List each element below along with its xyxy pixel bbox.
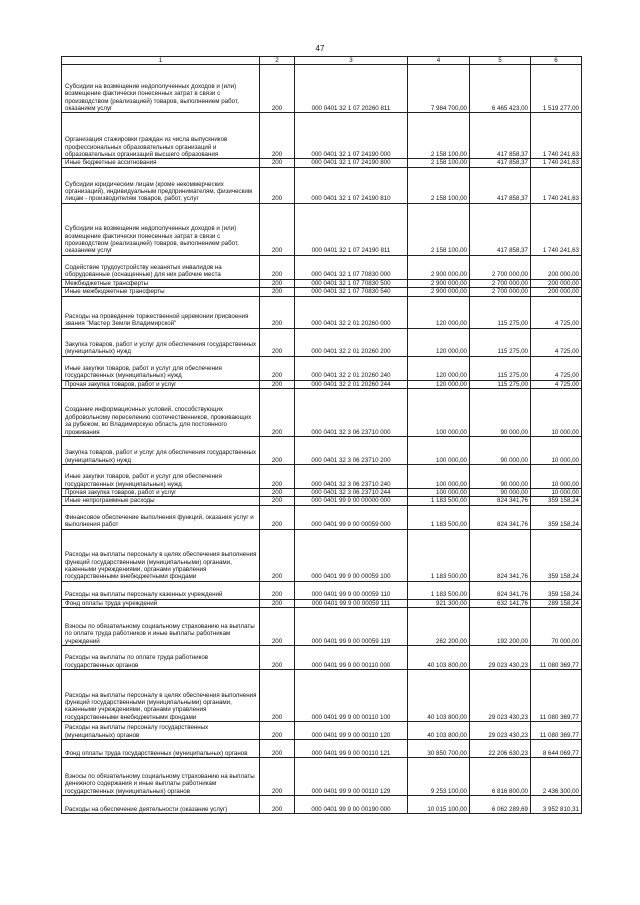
row-code-cell: 200 [260,65,295,113]
expense-name-cell: Расходы на выплаты по оплате труда работников государственных органов [62,646,260,670]
table-row [62,505,582,529]
approved-amount-cell: 1 183 500,00 [408,581,470,599]
row-code-cell: 200 [260,437,295,465]
table-row [62,608,582,646]
expense-name-cell: Закупка товаров, работ и услуг для обеспечения государственных (муниципальных) нужд [62,437,260,465]
expense-name-cell: Расходы на проведение торжественной церемонии присвоения звания "Мастер Земли Владимирской" [62,296,260,328]
approved-amount-cell: 40 103 800,00 [408,670,470,722]
column-1-header: 1 [62,57,260,65]
table-row [62,489,582,497]
table-row [62,796,582,814]
row-code-cell: 200 [260,328,295,356]
expense-name-cell: Расходы на выплаты персоналу казенных учреждений [62,581,260,599]
executed-amount-cell: 6 816 800,00 [470,758,531,796]
row-code-cell: 200 [260,646,295,670]
row-code-cell: 200 [260,255,295,279]
budget-classification-code-cell: 000 0401 32 3 06 23710 200 [295,437,408,465]
row-code-cell: 200 [260,581,295,599]
table-row [62,581,582,599]
executed-amount-cell: 824 341,76 [470,497,531,505]
unexecuted-amount-cell: 359 158,24 [531,497,582,505]
unexecuted-amount-cell: 3 952 810,31 [531,796,582,814]
budget-classification-code-cell: 000 0401 32 1 07 24190 810 [295,167,408,203]
approved-amount-cell: 120 000,00 [408,356,470,380]
row-code-cell: 200 [260,796,295,814]
expense-name-cell: Межбюджетные трансферты [62,279,260,287]
executed-amount-cell: 824 341,76 [470,529,531,581]
approved-amount-cell: 2 158 100,00 [408,167,470,203]
row-code-cell: 200 [260,159,295,167]
approved-amount-cell: 921 300,00 [408,599,470,607]
table-row [62,380,582,388]
budget-classification-code-cell: 000 0401 32 2 01 20260 240 [295,356,408,380]
table-row [62,328,582,356]
unexecuted-amount-cell: 10 000,00 [531,465,582,489]
budget-classification-code-cell: 000 0401 99 9 00 00059 119 [295,608,408,646]
table-row [62,279,582,287]
expense-name-cell: Субсидии на возмещение недополученных доходов и (или) возмещение фактически понесенных затрат в связи с производством (реализацией) товаров, выполнением работ, оказанием услуг [62,65,260,113]
column-2-header: 2 [260,57,295,65]
approved-amount-cell: 1 183 500,00 [408,529,470,581]
unexecuted-amount-cell: 4 725,00 [531,380,582,388]
row-code-cell: 200 [260,167,295,203]
row-code-cell: 200 [260,758,295,796]
expense-name-cell: Содействие трудоустройству незанятых инвалидов на оборудованные (оснащенные) для них рабочие места [62,255,260,279]
budget-classification-code-cell: 000 0401 32 3 06 23710 244 [295,489,408,497]
executed-amount-cell: 2 700 000,00 [470,288,531,296]
expense-name-cell: Финансовое обеспечение выполнения функций, оказания услуг и выполнения работ [62,505,260,529]
unexecuted-amount-cell: 200 000,00 [531,255,582,279]
executed-amount-cell: 632 141,76 [470,599,531,607]
unexecuted-amount-cell: 11 080 369,77 [531,722,582,740]
budget-classification-code-cell: 000 0401 99 9 00 00110 000 [295,646,408,670]
table-row [62,255,582,279]
unexecuted-amount-cell: 289 158,24 [531,599,582,607]
expense-name-cell: Расходы на выплаты персоналу в целях обеспечения выполнения функций государственными (муниципальными) органами, казенными учреждениями, органами управления государственными внебюджетными фондами [62,670,260,722]
executed-amount-cell: 90 000,00 [470,489,531,497]
table-row [62,670,582,722]
executed-amount-cell: 417 858,37 [470,159,531,167]
approved-amount-cell: 262 200,00 [408,608,470,646]
budget-classification-code-cell: 000 0401 32 1 07 20260 811 [295,65,408,113]
approved-amount-cell: 120 000,00 [408,328,470,356]
table-row [62,646,582,670]
unexecuted-amount-cell: 359 158,24 [531,529,582,581]
executed-amount-cell: 417 858,37 [470,203,531,255]
expense-name-cell: Иные закупки товаров, работ и услуг для обеспечения государственных (муниципальных) нужд [62,465,260,489]
row-code-cell: 200 [260,722,295,740]
row-code-cell: 200 [260,113,295,159]
table-row [62,722,582,740]
approved-amount-cell: 2 158 100,00 [408,203,470,255]
approved-amount-cell: 1 183 500,00 [408,505,470,529]
expense-name-cell: Фонд оплаты труда учреждений [62,599,260,607]
budget-classification-code-cell: 000 0401 32 2 01 20260 000 [295,296,408,328]
budget-classification-code-cell: 000 0401 32 3 06 23710 000 [295,389,408,437]
expense-name-cell: Закупка товаров, работ и услуг для обеспечения государственных (муниципальных) нужд [62,328,260,356]
unexecuted-amount-cell: 4 725,00 [531,296,582,328]
table-row [62,740,582,758]
executed-amount-cell: 417 858,37 [470,113,531,159]
unexecuted-amount-cell: 70 000,00 [531,608,582,646]
unexecuted-amount-cell: 8 644 069,77 [531,740,582,758]
table-row [62,389,582,437]
budget-classification-code-cell: 000 0401 99 9 00 00110 129 [295,758,408,796]
expense-name-cell: Иные бюджетные ассигнования [62,159,260,167]
expense-name-cell: Взносы по обязательному социальному страхованию на выплаты по оплате труда работников и иные выплаты работникам учреждений [62,608,260,646]
row-code-cell: 200 [260,356,295,380]
approved-amount-cell: 10 015 100,00 [408,796,470,814]
approved-amount-cell: 40 103 800,00 [408,646,470,670]
budget-classification-code-cell: 000 0401 99 9 00 00059 000 [295,505,408,529]
row-code-cell: 200 [260,489,295,497]
expense-name-cell: Взносы по обязательному социальному страхованию на выплаты денежного содержания и иные выплаты работникам государственных (муниципальных) органов [62,758,260,796]
expense-name-cell: Создание информационных условий, способствующих добровольному переселению соотечественников, проживающих за рубежом, во Владимирскую область для постоянного проживания [62,389,260,437]
row-code-cell: 200 [260,529,295,581]
table-row [62,497,582,505]
budget-classification-code-cell: 000 0401 32 1 07 70830 000 [295,255,408,279]
approved-amount-cell: 100 000,00 [408,465,470,489]
row-code-cell: 200 [260,288,295,296]
unexecuted-amount-cell: 359 158,24 [531,581,582,599]
column-5-header: 5 [470,57,531,65]
expense-name-cell: Фонд оплаты труда государственных (муниципальных) органов [62,740,260,758]
approved-amount-cell: 120 000,00 [408,380,470,388]
table-body [62,65,582,814]
table-row [62,599,582,607]
executed-amount-cell: 29 023 430,23 [470,722,531,740]
unexecuted-amount-cell: 200 000,00 [531,279,582,287]
row-code-cell: 200 [260,608,295,646]
row-code-cell: 200 [260,296,295,328]
row-code-cell: 200 [260,599,295,607]
approved-amount-cell: 100 000,00 [408,437,470,465]
unexecuted-amount-cell: 200 000,00 [531,288,582,296]
unexecuted-amount-cell: 1 519 277,00 [531,65,582,113]
executed-amount-cell: 90 000,00 [470,437,531,465]
budget-execution-table [61,56,582,814]
unexecuted-amount-cell: 1 740 241,63 [531,203,582,255]
unexecuted-amount-cell: 1 740 241,63 [531,167,582,203]
unexecuted-amount-cell: 1 740 241,63 [531,159,582,167]
executed-amount-cell: 2 700 000,00 [470,279,531,287]
unexecuted-amount-cell: 11 080 369,77 [531,670,582,722]
row-code-cell: 200 [260,670,295,722]
unexecuted-amount-cell: 2 436 300,00 [531,758,582,796]
budget-classification-code-cell: 000 0401 99 9 00 00000 000 [295,497,408,505]
budget-classification-code-cell: 000 0401 99 9 00 00059 110 [295,581,408,599]
budget-classification-code-cell: 000 0401 32 1 07 24190 800 [295,159,408,167]
row-code-cell: 200 [260,203,295,255]
approved-amount-cell: 2 158 100,00 [408,159,470,167]
approved-amount-cell: 2 158 100,00 [408,113,470,159]
expense-name-cell: Иные закупки товаров, работ и услуг для обеспечения государственных (муниципальных) нужд [62,356,260,380]
expense-name-cell: Субсидии юридическим лицам (кроме некоммерческих организаций), индивидуальным предпринимателям, физическим лицам - производителям товаров, работ, услуг [62,167,260,203]
budget-classification-code-cell: 000 0401 32 1 07 70830 540 [295,288,408,296]
approved-amount-cell: 30 850 700,00 [408,740,470,758]
budget-classification-code-cell: 000 0401 99 9 00 00190 000 [295,796,408,814]
row-code-cell: 200 [260,389,295,437]
row-code-cell: 200 [260,465,295,489]
expense-name-cell: Иные непрограммные расходы [62,497,260,505]
executed-amount-cell: 6 465 423,00 [470,65,531,113]
column-4-header: 4 [408,57,470,65]
approved-amount-cell: 9 253 100,00 [408,758,470,796]
expense-name-cell: Организация стажировки граждан из числа выпускников профессиональных образовательных организаций и образовательных организаций высшего образования [62,113,260,159]
approved-amount-cell: 1 183 500,00 [408,497,470,505]
budget-classification-code-cell: 000 0401 32 2 01 20260 244 [295,380,408,388]
budget-classification-code-cell: 000 0401 99 9 00 00110 121 [295,740,408,758]
executed-amount-cell: 6 062 289,69 [470,796,531,814]
executed-amount-cell: 22 206 630,23 [470,740,531,758]
executed-amount-cell: 90 000,00 [470,389,531,437]
executed-amount-cell: 417 858,37 [470,167,531,203]
table-row [62,437,582,465]
expense-name-cell: Расходы на выплаты персоналу в целях обеспечения выполнения функций государственными (муниципальными) органами, казенными учреждениями, органами управления государственными внебюджетными фондами [62,529,260,581]
table-row [62,296,582,328]
column-3-header: 3 [295,57,408,65]
executed-amount-cell: 192 200,00 [470,608,531,646]
budget-classification-code-cell: 000 0401 32 2 01 20260 200 [295,328,408,356]
table-row [62,356,582,380]
executed-amount-cell: 115 275,00 [470,380,531,388]
approved-amount-cell: 2 900 000,00 [408,279,470,287]
unexecuted-amount-cell: 4 725,00 [531,328,582,356]
table-row [62,159,582,167]
unexecuted-amount-cell: 4 725,00 [531,356,582,380]
unexecuted-amount-cell: 10 000,00 [531,389,582,437]
executed-amount-cell: 2 700 000,00 [470,255,531,279]
budget-classification-code-cell: 000 0401 32 1 07 24190 000 [295,113,408,159]
budget-classification-code-cell: 000 0401 32 1 07 70830 500 [295,279,408,287]
budget-classification-code-cell: 000 0401 99 9 00 00110 100 [295,670,408,722]
table-row [62,203,582,255]
approved-amount-cell: 40 103 800,00 [408,722,470,740]
budget-classification-code-cell: 000 0401 32 1 07 24190 811 [295,203,408,255]
executed-amount-cell: 824 341,76 [470,505,531,529]
expense-name-cell: Прочая закупка товаров, работ и услуг [62,489,260,497]
page-number: 47 [315,44,325,53]
unexecuted-amount-cell: 1 740 241,63 [531,113,582,159]
approved-amount-cell: 2 900 000,00 [408,255,470,279]
table-row [62,758,582,796]
executed-amount-cell: 115 275,00 [470,356,531,380]
approved-amount-cell: 2 900 000,00 [408,288,470,296]
expense-name-cell: Иные межбюджетные трансферты [62,288,260,296]
row-code-cell: 200 [260,279,295,287]
expense-name-cell: Прочая закупка товаров, работ и услуг [62,380,260,388]
unexecuted-amount-cell: 11 080 369,77 [531,646,582,670]
approved-amount-cell: 7 984 700,00 [408,65,470,113]
executed-amount-cell: 90 000,00 [470,465,531,489]
table-row [62,529,582,581]
approved-amount-cell: 100 000,00 [408,389,470,437]
row-code-cell: 200 [260,497,295,505]
table-row [62,465,582,489]
row-code-cell: 200 [260,505,295,529]
expense-name-cell: Расходы на обеспечение деятельности (оказание услуг) [62,796,260,814]
budget-classification-code-cell: 000 0401 99 9 00 00059 100 [295,529,408,581]
approved-amount-cell: 120 000,00 [408,296,470,328]
table-row [62,167,582,203]
table-row [62,288,582,296]
unexecuted-amount-cell: 10 000,00 [531,437,582,465]
expense-name-cell: Субсидии на возмещение недополученных доходов и (или) возмещение фактически понесенных затрат в связи с производством (реализацией) товаров, выполнением работ, оказанием услуг [62,203,260,255]
expense-name-cell: Расходы на выплаты персоналу государственных (муниципальных) органов [62,722,260,740]
budget-classification-code-cell: 000 0401 99 9 00 00059 111 [295,599,408,607]
approved-amount-cell: 100 000,00 [408,489,470,497]
executed-amount-cell: 824 341,76 [470,581,531,599]
column-6-header: 6 [531,57,582,65]
executed-amount-cell: 115 275,00 [470,328,531,356]
unexecuted-amount-cell: 10 000,00 [531,489,582,497]
executed-amount-cell: 29 023 430,23 [470,670,531,722]
row-code-cell: 200 [260,740,295,758]
column-number-header-row [62,57,582,65]
row-code-cell: 200 [260,380,295,388]
table-row [62,113,582,159]
executed-amount-cell: 115 275,00 [470,296,531,328]
budget-classification-code-cell: 000 0401 32 3 06 23710 240 [295,465,408,489]
budget-classification-code-cell: 000 0401 99 9 00 00110 120 [295,722,408,740]
executed-amount-cell: 29 023 430,23 [470,646,531,670]
table-row [62,65,582,113]
unexecuted-amount-cell: 359 158,24 [531,505,582,529]
